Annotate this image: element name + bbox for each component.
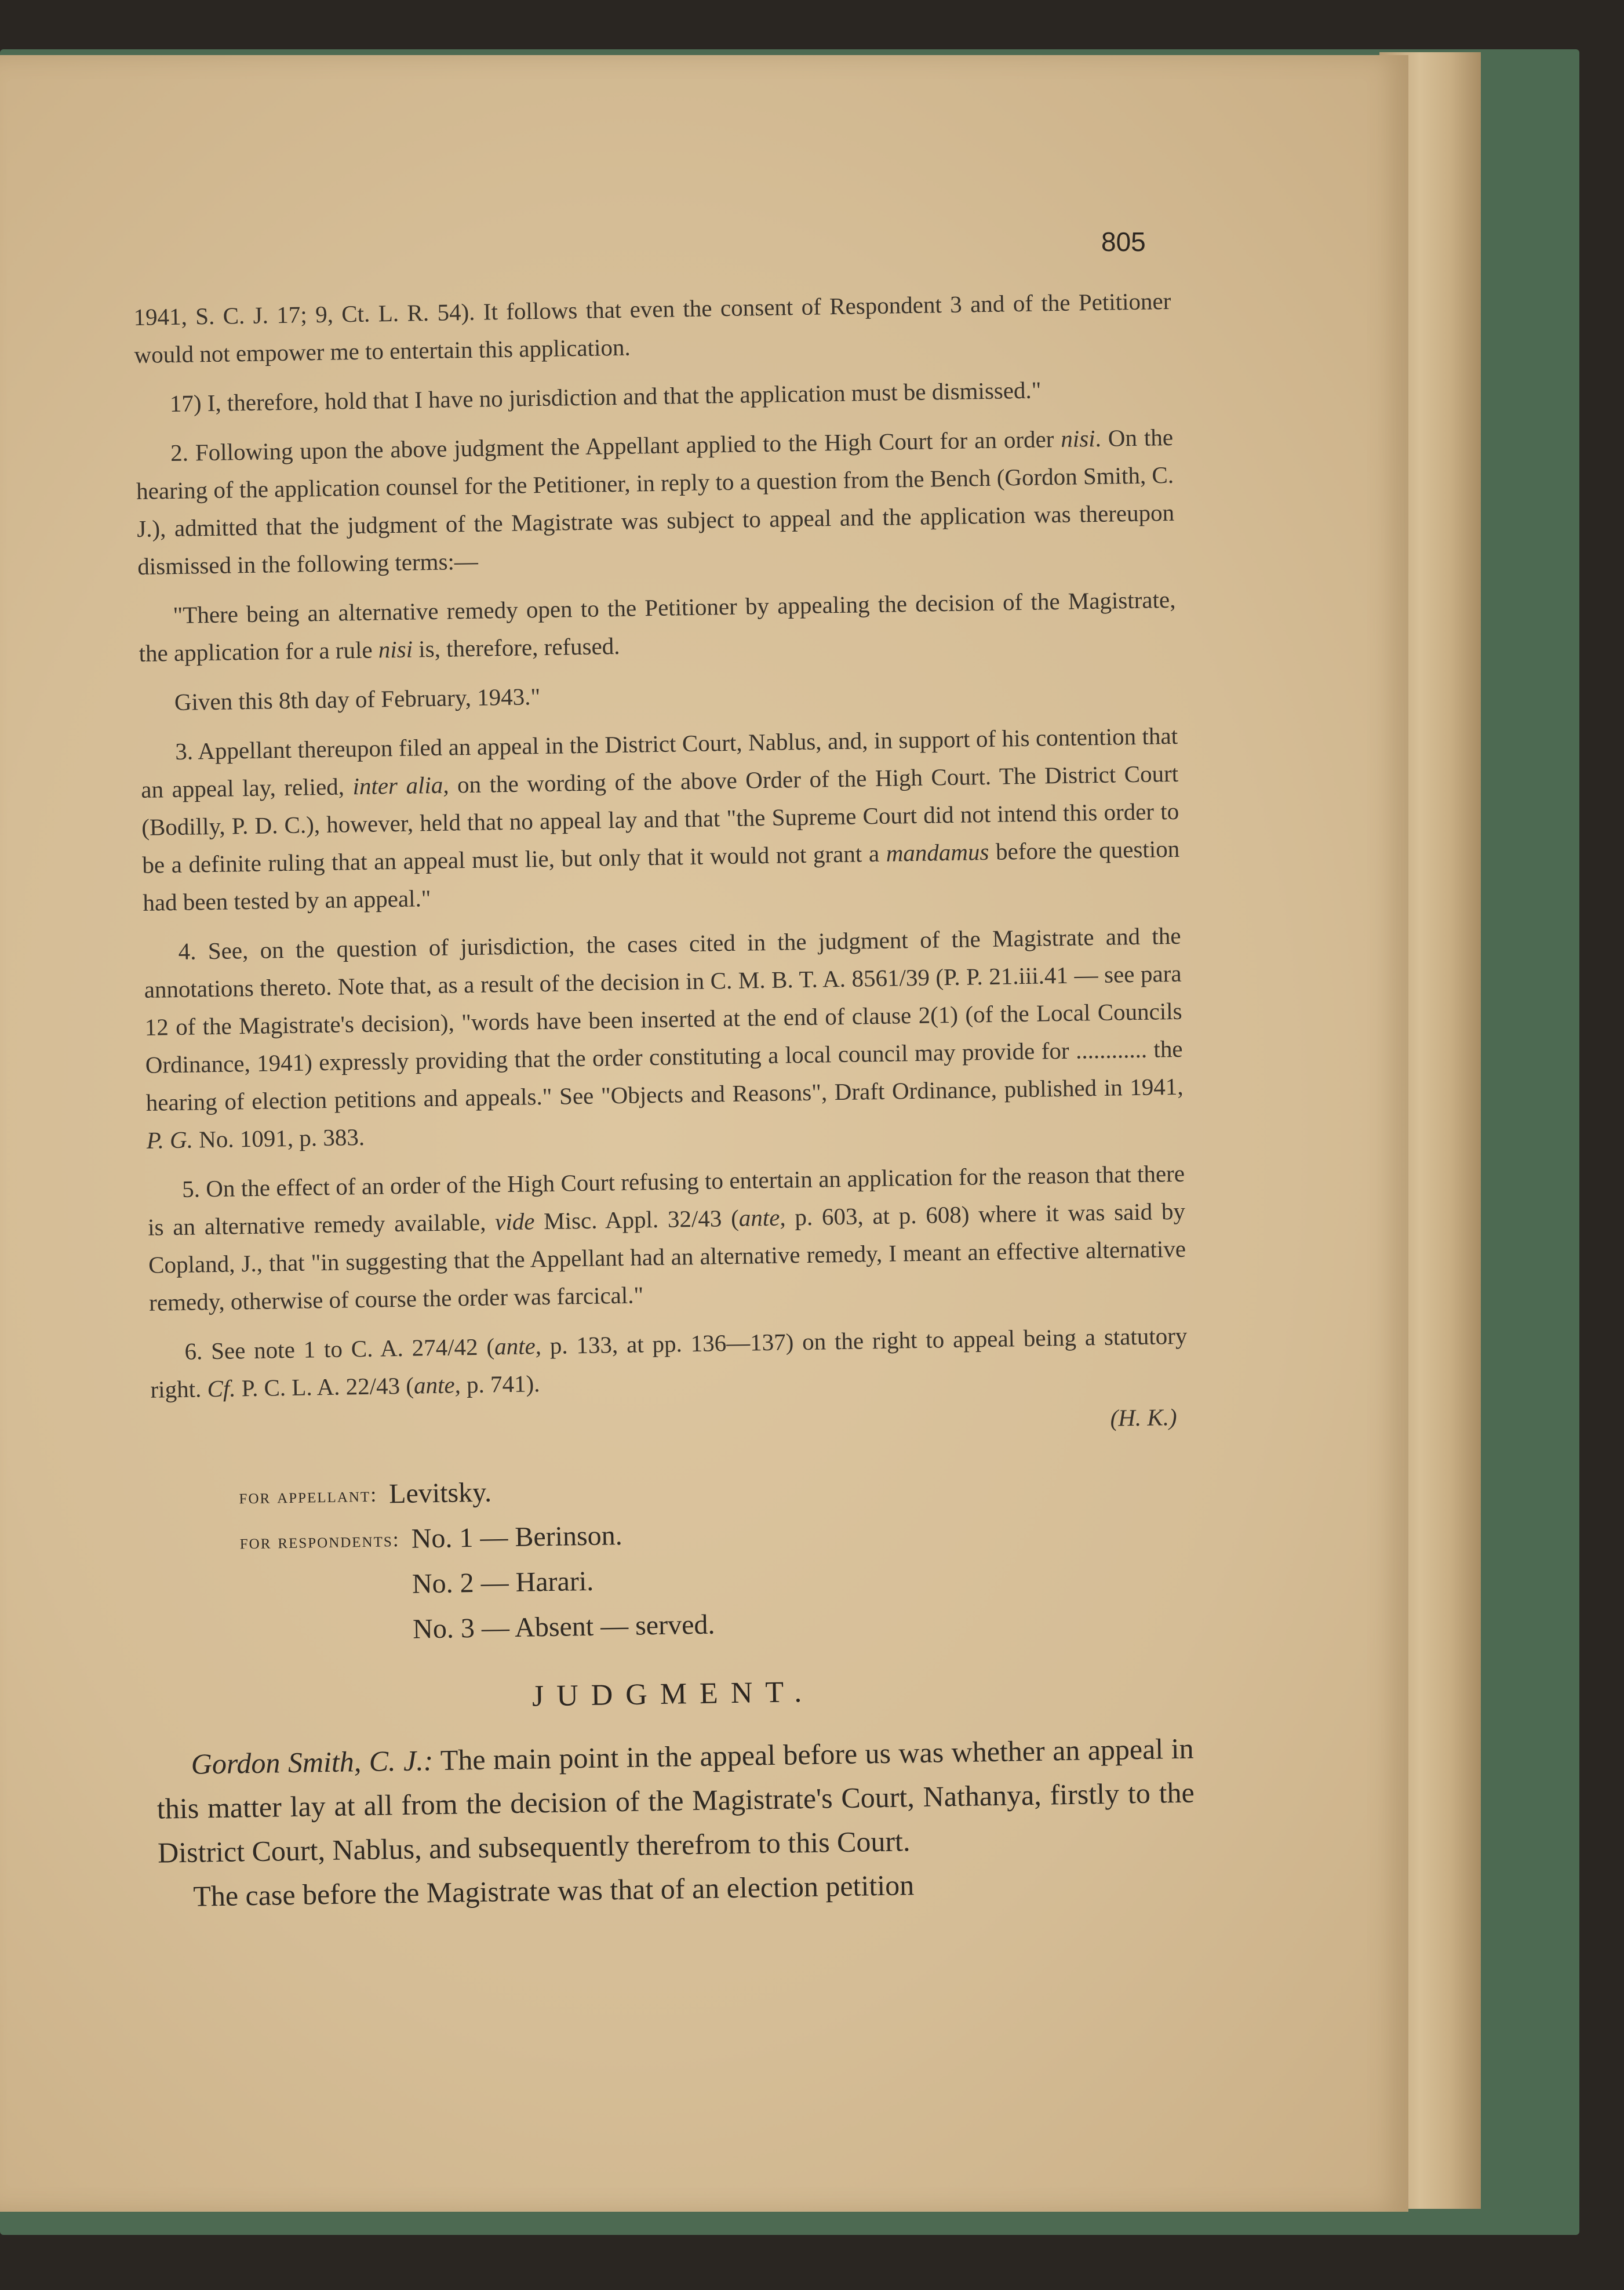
judgment-heading: JUDGMENT. — [531, 1675, 815, 1713]
page-content — [133, 282, 1196, 1919]
page-number: 805 — [1101, 227, 1146, 257]
judge-name: Gordon Smith, C. J.: — [191, 1744, 434, 1780]
appellant-name: Levitsky. — [388, 1477, 492, 1510]
note-paragraph-4: 3. Appellant thereupon filed an appeal in the District Court, Nablus, and, in support of his contention that an appeal lay, relied, inter alia, on the wording of the above Order of the High Court. The District Court (Bodilly, P. D. C.), however, held that no appeal lay and that "the Supreme Court did not intend this order to be a definite ruling that an appeal must lie, but only that it would not grant a mandamus before the question had been tested by an appeal." — [140, 722, 1180, 916]
counsel-section — [152, 1459, 1192, 1656]
judgment-text — [156, 1726, 1196, 1919]
note-signature: (H. K.) — [1110, 1403, 1177, 1431]
respondents-counsel — [152, 1504, 1192, 1656]
note-paragraph-2: 17) I, therefore, hold that I have no jurisdiction and that the application must be dismissed." — [169, 376, 1042, 417]
respondents-label: for respondents: — [239, 1528, 400, 1554]
note-paragraph-1: 1941, S. C. J. 17; 9, Ct. L. R. 54). It follows that even the consent of Respondent 3 and of the Petitioner would not empower me to entertain this application. — [133, 287, 1171, 368]
note-paragraph-7: 6. See note 1 to C. A. 274/42 (ante, p. 133, at pp. 136—137) on the right to appeal being a statutory right. Cf. P. C. L. A. 22/43 (ante, p. 741). — [150, 1322, 1188, 1403]
appellant-label: for appellant: — [239, 1482, 378, 1509]
respondent-1: No. 1 — Berinson. — [411, 1520, 623, 1554]
quoted-order: "There being an alternative remedy open to the Petitioner by appealing the decision of the Magistrate, the application for a rule nisi is, therefore, refused. — [139, 586, 1176, 667]
judgment-paragraph-1: Gordon Smith, C. J.: The main point in the appeal before us was whether an appeal in this matter lay at all from the decision of the Magistrate's Court, Nathanya, firstly to the District Court, Nablus, and subsequently therefrom to this Court. — [156, 1732, 1195, 1869]
order-date: Given this 8th day of February, 1943." — [174, 683, 541, 715]
respondent-2: No. 2 — Harari. — [412, 1565, 594, 1600]
respondents-list — [411, 1512, 715, 1652]
annotation-notes — [133, 282, 1189, 1452]
respondent-3: No. 3 — Absent — served. — [412, 1609, 715, 1645]
book-page — [0, 55, 1408, 2212]
note-paragraph-3: 2. Following upon the above judgment the Appellant applied to the High Court for an order nisi. On the hearing of the application counsel for the Petitioner, in reply to a question from the Bench (Gordon Smith, C. J.), admitted that the judgment of the Magistrate was subject to appeal and the application was thereupon dismissed in the following terms:— — [136, 423, 1175, 580]
note-paragraph-6: 5. On the effect of an order of the High Court refusing to entertain an application for the reason that there is an alternative remedy available, vide Misc. Appl. 32/43 (ante, p. 603, at p. 608) where it was said by Copland, J., that "in suggesting that the Appellant had an alternative remedy, I meant an effective alternative remedy, otherwise of course the order was farcical." — [147, 1159, 1186, 1316]
note-paragraph-5: 4. See, on the question of jurisdiction, the cases cited in the judgment of the Magistrate and the annotations thereto. Note that, as a result of the decision in C. M. B. T. A. 8561/39 (P. P. 21.iii.41 — see para 12 of the Magistrate's decision), "words have been inserted at the end of clause 2(1) (of the Local Councils Ordinance, 1941) expressly providing that the order constituting a local council may provide for ............ the hearing of election petitions and appeals." See "Objects and Reasons", Draft Ordinance, published in 1941, P. G. No. 1091, p. 383. — [144, 922, 1184, 1154]
judgment-paragraph-2: The case before the Magistrate was that of an election petition — [192, 1869, 915, 1913]
